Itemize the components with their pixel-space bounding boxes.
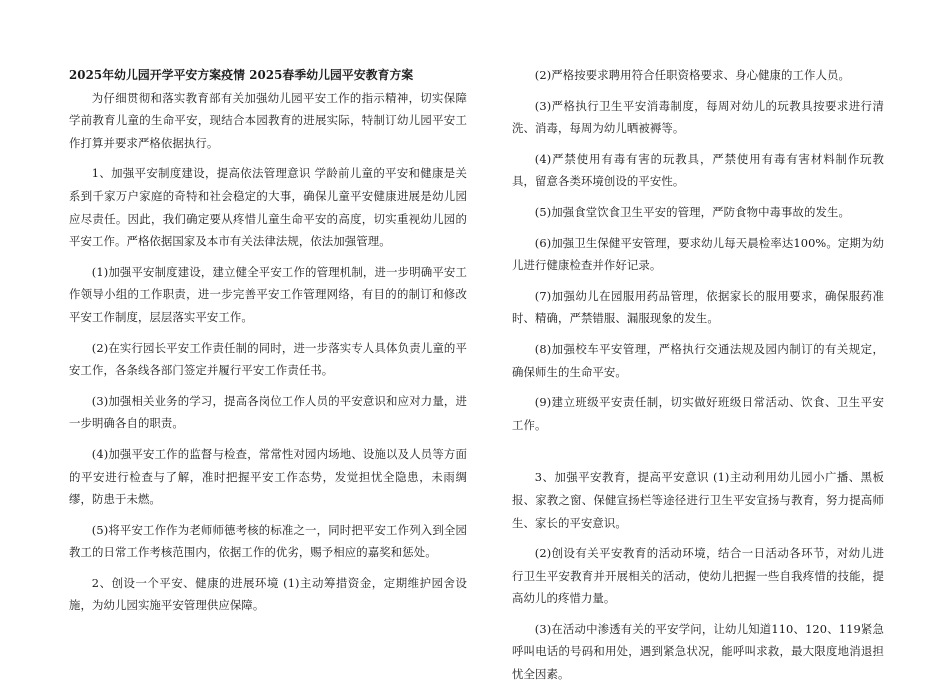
paragraph-item-2-9: (9)建立班级平安责任制，切实做好班级日常活动、饮食、卫生平安工作。 [512, 395, 884, 432]
paragraph-item-2-4: (4)严禁使用有毒有害的玩教具，严禁使用有毒有害材料制作玩教具，留意各类环境创设的平安性。 [512, 151, 884, 189]
paragraph-item-1-2: (2)在实行园长平安工作责任制的同时，进一步落实专人具体负责儿童的平安工作，各条线各部门签定并履行平安工作责任书。 [69, 340, 467, 378]
document-title: 2025年幼儿园开学平安方案疫情 2025春季幼儿园平安教育方案 [69, 68, 414, 82]
left-column [69, 64, 467, 625]
paragraph-item-2-8: (8)加强校车平安管理，严格执行交通法规及园内制订的有关规定，确保师生的生命平安。 [512, 341, 884, 379]
paragraph-item-2-7: (7)加强幼儿在园服用药品管理，依据家长的服用要求，确保服药准时、精确，严禁错服、漏服现象的发生。 [512, 288, 884, 326]
paragraph-item-2-2: (2)严格按要求聘用符合任职资格要求、身心健康的工作人员。 [534, 68, 850, 82]
section-spacer [512, 444, 884, 466]
paragraph-section-3: 3、加强平安教育，提高平安意识 (1)主动利用幼儿园小广播、黑板报、家教之窗、保健宣扬栏等途径进行卫生平安宣扬与教育，努力提高师生、家长的平安意识。 [512, 470, 884, 530]
paragraph-item-3-2: (2)创设有关平安教育的活动环境，结合一日活动各环节，对幼儿进行卫生平安教育并开展相关的活动，使幼儿把握一些自我疼惜的技能，提高幼儿的疼惜力量。 [512, 546, 884, 606]
right-column [512, 64, 884, 694]
paragraph-item-3-3: (3)在活动中渗透有关的平安学问，让幼儿知道110、120、119紧急呼叫电话的号码和用处，遇到紧急状况，能呼叫求救，最大限度地消退担忧全因素。 [512, 621, 884, 682]
paragraph-item-1-4: (4)加强平安工作的监督与检查，常常性对园内场地、设施以及人员等方面的平安进行检查与了解，准时把握平安工作态势，发觉担忧全隐患，未雨绸缪，防患于未燃。 [69, 446, 467, 507]
paragraph-section-2: 2、创设一个平安、健康的进展环境 (1)主动筹措资金，定期维护园舍设施，为幼儿园实施平安管理供应保障。 [69, 575, 467, 613]
paragraph-intro: 为仔细贯彻和落实教育部有关加强幼儿园平安工作的指示精神，切实保障学前教育儿童的生命平安，现结合本园教育的进展实际，特制订幼儿园平安工作打算并要求严格依据执行。 [69, 90, 467, 150]
paragraph-item-1-3: (3)加强相关业务的学习，提高各岗位工作人员的平安意识和应对力量，进一步明确各自的职责。 [69, 393, 467, 431]
paragraph-item-1-5: (5)将平安工作作为老师师德考核的标准之一，同时把平安工作列入到全园教工的日常工作考核范围内，依据工作的优劣，赐予相应的嘉奖和惩处。 [69, 522, 467, 560]
paragraph-item-1-1: (1)加强平安制度建设，建立健全平安工作的管理机制，进一步明确平安工作领导小组的工作职责，进一步完善平安工作管理网络，有目的的制订和修改平安工作制度，层层落实平安工作。 [69, 264, 467, 324]
paragraph-item-2-5: (5)加强食堂饮食卫生平安的管理，严防食物中毒事故的发生。 [534, 204, 850, 219]
paragraph-item-2-3: (3)严格执行卫生平安消毒制度，每周对幼儿的玩教具按要求进行清洗、消毒，每周为幼儿晒被褥等。 [512, 98, 884, 136]
paragraph-item-2-6: (6)加强卫生保健平安管理，要求幼儿每天晨检率达100%。定期为幼儿进行健康检查并作好记录。 [512, 235, 884, 273]
paragraph-section-1: 1、加强平安制度建设，提高依法管理意识 学龄前儿童的平安和健康是关系到千家万户家庭的奇特和社会稳定的大事，确保儿童平安健康进展是幼儿园应尽责任。因此，我们确定要从疼惜儿童生命平安的高度，切实重视幼儿园的平安工作。严格依据国家及本市有关法律法规，依法加强管理。 [69, 166, 467, 249]
